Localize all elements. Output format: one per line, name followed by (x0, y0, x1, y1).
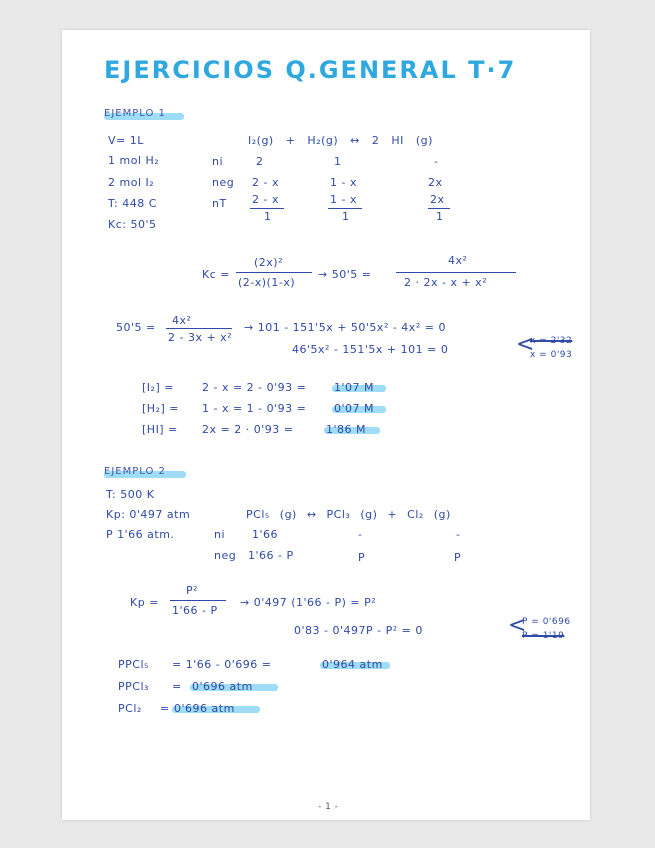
ni-pcl3: - (358, 528, 363, 541)
eq-quadratic: 46'5x² - 151'5x + 101 = 0 (292, 343, 449, 356)
neg-i2: 2 - x (252, 176, 279, 189)
neg-h2: 1 - x (330, 176, 357, 189)
kp-lhs: Kp = (130, 596, 159, 609)
nt-den-h2: 1 (342, 210, 350, 223)
kp-rhs: → 0'497 (1'66 - P) = P² (240, 596, 377, 609)
conc-hi-label: [HI] = (142, 423, 178, 436)
result-pcl3-calc: = (172, 680, 182, 693)
fraction-bar (396, 272, 516, 273)
row-label-ni: ni (212, 155, 224, 168)
kc-lhs: Kc = (202, 268, 230, 281)
nt-num-h2: 1 - x (330, 193, 357, 206)
given-pressure: P 1'66 atm. (106, 528, 175, 541)
kp-quadratic: 0'83 - 0'497P - P² = 0 (294, 624, 423, 637)
page-title: EJERCICIOS Q.GENERAL T·7 (104, 56, 517, 84)
eq-numerator: 4x² (172, 314, 192, 327)
kp-denominator: 1'66 - P (172, 604, 218, 617)
root-discarded: x = 2'32 (530, 336, 573, 346)
nt-num-hi: 2x (430, 193, 445, 206)
kc2-denominator: 2 · 2x - x + x² (404, 276, 488, 289)
conc-hi-result: 1'86 M (326, 423, 367, 436)
reaction-2: PCl₅ (g) ↔ PCl₃ (g) + Cl₂ (g) (246, 508, 451, 521)
row-label-neg: neg (212, 176, 235, 189)
reaction-1: I₂(g) + H₂(g) ↔ 2 HI (g) (248, 134, 433, 147)
ni-hi: - (434, 155, 439, 168)
root-discarded-2: P = 1'19 (522, 631, 565, 641)
conc-h2-result: 0'07 M (334, 402, 375, 415)
kc-numerator: (2x)² (254, 256, 284, 269)
nt-num-i2: 2 - x (252, 193, 279, 206)
given-kp: Kp: 0'497 atm (106, 508, 191, 521)
given-i2: 2 mol I₂ (108, 176, 155, 189)
roots-brace: < (516, 332, 535, 357)
fraction-bar (170, 600, 226, 601)
conc-i2-label: [I₂] = (142, 381, 174, 394)
conc-h2-calc: 1 - x = 1 - 0'93 = (202, 402, 307, 415)
ni-h2: 1 (334, 155, 342, 168)
row-label-ni-2: ni (214, 528, 226, 541)
neg-hi: 2x (428, 176, 443, 189)
kc-denominator: (2-x)(1-x) (238, 276, 296, 289)
kc-arrow: → 50'5 = (318, 268, 372, 281)
fraction-bar (328, 208, 362, 209)
row-label-nt: nT (212, 197, 227, 210)
notebook-page (62, 30, 590, 820)
result-cl2-value: 0'696 atm (174, 702, 235, 715)
fraction-bar (166, 328, 232, 329)
result-pcl5-calc: = 1'66 - 0'696 = (172, 658, 272, 671)
fraction-bar (428, 208, 450, 209)
row-label-neg-2: neg (214, 549, 237, 562)
fraction-bar (236, 272, 312, 273)
conc-hi-calc: 2x = 2 · 0'93 = (202, 423, 294, 436)
given-kc: Kc: 50'5 (108, 218, 157, 231)
result-cl2-label: PCl₂ (118, 702, 142, 715)
conc-i2-calc: 2 - x = 2 - 0'93 = (202, 381, 307, 394)
neg-pcl5: 1'66 - P (248, 549, 294, 562)
neg-cl2: P (454, 551, 462, 564)
conc-h2-label: [H₂] = (142, 402, 179, 415)
result-pcl3-value: 0'696 atm (192, 680, 253, 693)
conc-i2-result: 1'07 M (334, 381, 375, 394)
given-temperature: T: 448 C (108, 197, 157, 210)
given-volume: V= 1L (108, 134, 144, 147)
ni-cl2: - (456, 528, 461, 541)
page-number: - 1 - (318, 802, 339, 812)
given-temperature-2: T: 500 K (106, 488, 155, 501)
result-pcl3-label: PPCl₃ (118, 680, 149, 693)
root-valid: x = 0'93 (530, 350, 573, 360)
given-h2: 1 mol H₂ (108, 154, 160, 167)
result-pcl5-value: 0'964 atm (322, 658, 383, 671)
root-valid-2: P = 0'696 (522, 617, 571, 627)
eq-lhs: 50'5 = (116, 321, 156, 334)
kp-numerator: P² (186, 584, 199, 597)
fraction-bar (250, 208, 284, 209)
roots-brace: < (508, 613, 527, 638)
result-cl2-calc: = (160, 702, 170, 715)
eq-expansion: → 101 - 151'5x + 50'5x² - 4x² = 0 (244, 321, 446, 334)
nt-den-i2: 1 (264, 210, 272, 223)
ni-pcl5: 1'66 (252, 528, 279, 541)
example-2-heading: EJEMPLO 2 (104, 466, 166, 477)
nt-den-hi: 1 (436, 210, 444, 223)
result-pcl5-label: PPCl₅ (118, 658, 149, 671)
neg-pcl3: P (358, 551, 366, 564)
eq-denominator: 2 - 3x + x² (168, 331, 233, 344)
kc2-numerator: 4x² (448, 254, 468, 267)
ni-i2: 2 (256, 155, 264, 168)
example-1-heading: EJEMPLO 1 (104, 108, 166, 119)
